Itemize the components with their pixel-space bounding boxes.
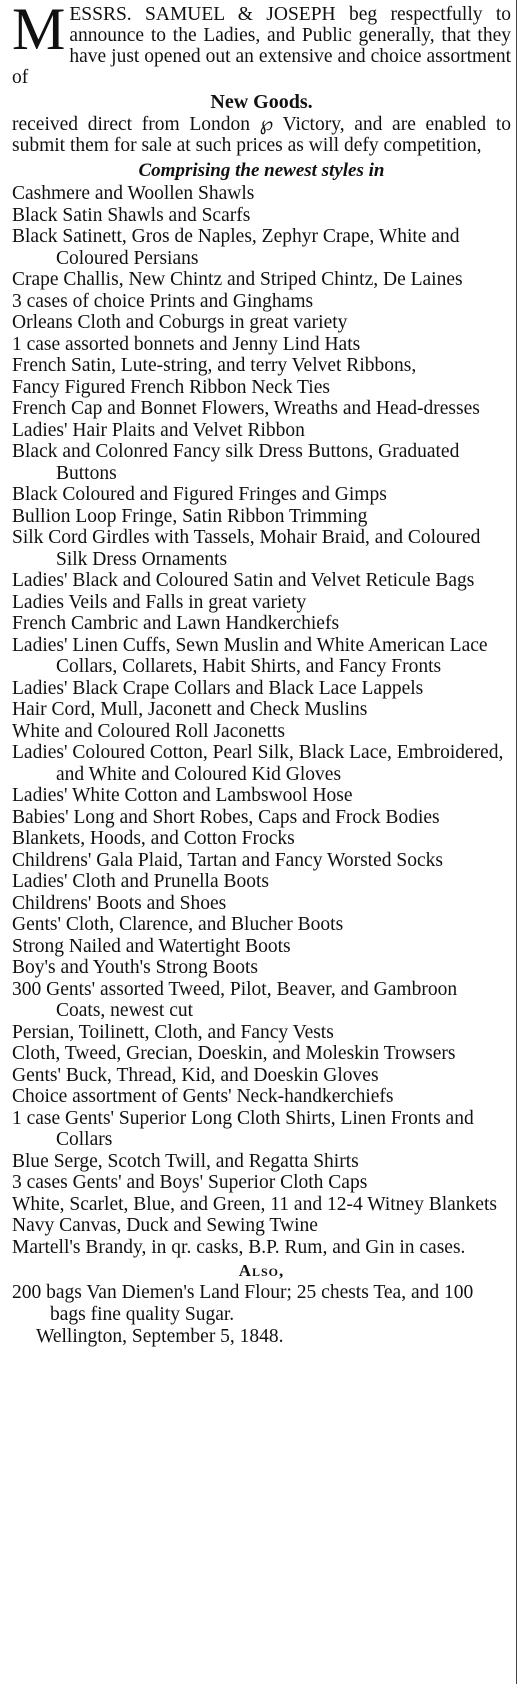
also-heading: Also, — [238, 1261, 285, 1280]
goods-list-item: Orleans Cloth and Coburgs in great variety — [12, 312, 348, 333]
dateline: Wellington, September 5, 1848. — [36, 1326, 284, 1347]
goods-list-item: Black Satin Shawls and Scarfs — [12, 204, 251, 226]
goods-list-item: White and Coloured Roll Jaconetts — [12, 720, 285, 742]
goods-list-item: Ladies' Cloth and Prunella Boots — [12, 871, 269, 892]
goods-list-item: French Satin, Lute-string, and terry Velvet Ribbons, — [12, 355, 417, 376]
goods-list-item: Black Satinett, Gros de Naples, Zephyr Crape, White and Coloured Persians — [12, 226, 460, 269]
closing-paragraph: 200 bags Van Diemen's Land Flour; 25 chests Tea, and 100 bags fine quality Sugar. — [12, 1282, 474, 1325]
subheading: Comprising the newest styles in — [138, 160, 385, 181]
goods-list-item: 1 case assorted bonnets and Jenny Lind Hats — [12, 333, 361, 355]
new-goods-heading: New Goods. — [210, 91, 313, 113]
goods-list-item: Boy's and Youth's Strong Boots — [12, 957, 258, 978]
goods-list-item: Childrens' Boots and Shoes — [12, 892, 227, 914]
goods-list-item: Ladies' Linen Cuffs, Sewn Muslin and White American Lace Collars, Collarets, Habit Shirts, and Fancy Fronts — [12, 634, 488, 677]
goods-list-item: Black and Colonred Fancy silk Dress Buttons, Graduated Buttons — [12, 441, 460, 484]
goods-list-item: Silk Cord Girdles with Tassels, Mohair Braid, and Coloured Silk Dress Ornaments — [12, 527, 481, 570]
goods-list-item: Navy Canvas, Duck and Sewing Twine — [12, 1215, 318, 1236]
goods-list-item: Ladies' Hair Plaits and Velvet Ribbon — [12, 419, 305, 441]
goods-list-item: Ladies Veils and Falls in great variety — [12, 591, 307, 613]
goods-list-item: Ladies' Coloured Cotton, Pearl Silk, Black Lace, Embroidered, and White and Coloured Kid Gloves — [12, 742, 504, 785]
goods-list-item: Cashmere and Woollen Shawls — [12, 183, 255, 204]
goods-list-item: Blankets, Hoods, and Cotton Frocks — [12, 828, 295, 849]
goods-list-item: White, Scarlet, Blue, and Green, 11 and 12-4 Witney Blankets — [12, 1193, 497, 1215]
goods-list-item: French Cap and Bonnet Flowers, Wreaths and Head-dresses — [12, 398, 480, 419]
goods-list-item: Bullion Loop Fringe, Satin Ribbon Trimming — [12, 505, 368, 527]
goods-list-item: Choice assortment of Gents' Neck-handkerchiefs — [12, 1086, 394, 1107]
goods-list-item: Blue Serge, Scotch Twill, and Regatta Shirts — [12, 1150, 359, 1172]
goods-list-item: Martell's Brandy, in qr. casks, B.P. Rum, and Gin in cases. — [12, 1236, 466, 1258]
goods-list-item: Gents' Cloth, Clarence, and Blucher Boots — [12, 914, 344, 935]
goods-list-item: Fancy Figured French Ribbon Neck Ties — [12, 376, 330, 398]
goods-list-item: 300 Gents' assorted Tweed, Pilot, Beaver, and Gambroon Coats, newest cut — [12, 978, 458, 1021]
goods-list-item: Gents' Buck, Thread, Kid, and Doeskin Gloves — [12, 1064, 379, 1086]
goods-list-item: 3 cases of choice Prints and Ginghams — [12, 290, 314, 312]
column-rule — [516, 0, 517, 1684]
goods-list-item: Persian, Toilinett, Cloth, and Fancy Vests — [12, 1021, 334, 1043]
goods-list-item: Black Coloured and Figured Fringes and Gimps — [12, 484, 387, 505]
intro-paragraph — [12, 0, 511, 88]
goods-list-item: 1 case Gents' Superior Long Cloth Shirts, Linen Fronts and Collars — [12, 1107, 474, 1150]
goods-list-item: Strong Nailed and Watertight Boots — [12, 935, 291, 957]
goods-list-item: Childrens' Gala Plaid, Tartan and Fancy Worsted Socks — [12, 849, 443, 871]
goods-list-item: Ladies' White Cotton and Lambswool Hose — [12, 785, 353, 806]
intro-continuation: received direct from London ℘ Victory, and are enabled to submit them for sale at such prices as will defy competition, — [12, 114, 511, 156]
goods-list-item: Cloth, Tweed, Grecian, Doeskin, and Moleskin Trowsers — [12, 1043, 456, 1064]
goods-list-item: Babies' Long and Short Robes, Caps and Frock Bodies — [12, 806, 440, 828]
goods-list-item: Hair Cord, Mull, Jaconett and Check Muslins — [12, 699, 368, 720]
goods-list-item: 3 cases Gents' and Boys' Superior Cloth Caps — [12, 1172, 368, 1193]
intro-text: ESSRS. SAMUEL & JOSEPH beg respectfully to announce to the Ladies, and Public generally, that they have just opened out an extensive and choice assortment of — [12, 4, 511, 88]
goods-list-item: Ladies' Black Crape Collars and Black Lace Lappels — [12, 677, 424, 699]
goods-list-item: Crape Challis, New Chintz and Striped Chintz, De Laines — [12, 269, 463, 290]
goods-list — [12, 183, 511, 1258]
goods-list-item: French Cambric and Lawn Handkerchiefs — [12, 613, 340, 634]
drop-cap: M — [12, 0, 66, 62]
goods-list-item: Ladies' Black and Coloured Satin and Velvet Reticule Bags — [12, 570, 475, 591]
